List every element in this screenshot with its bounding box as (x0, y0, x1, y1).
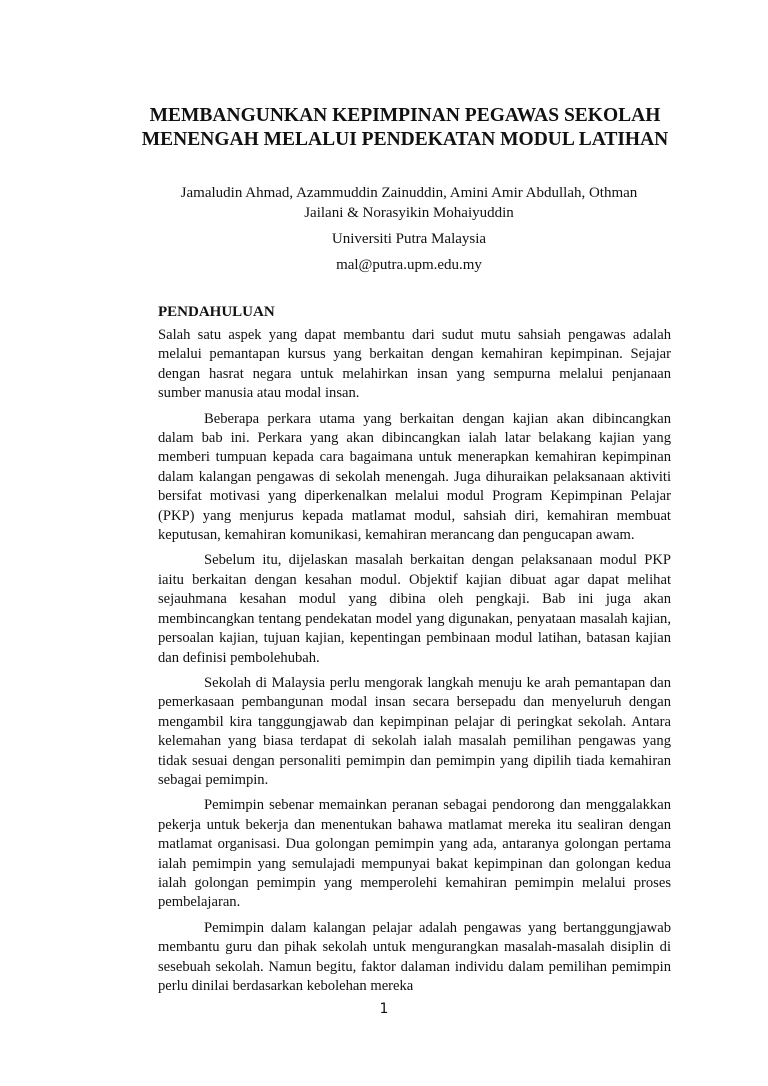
page-number: 1 (379, 1001, 389, 1017)
section-heading: PENDAHULUAN (158, 304, 275, 320)
affiliation: Universiti Putra Malaysia (331, 231, 487, 247)
paragraph: Sebelum itu, dijelaskan masalah berkaitan dengan pelaksanaan modul PKP iaitu berkaitan dengan kesahan modul. Objektif kajian dibuat agar dapat melihat sejauhmana kesahan modul yang dibina oleh pengkaji. Bab ini juga akan membincangkan tentang pendekatan model yang digunakan, penyataan masalah kajian, persoalan kajian, tujuan kajian, kepentingan pembinaan modul latihan, batasan kajian dan definisi pembolehubah. (158, 552, 671, 666)
paper-title: MEMBANGUNKAN KEPIMPINAN PEGAWAS SEKOLAH MENENGAH MELALUI PENDEKATAN MODUL LATIHAN (141, 105, 669, 150)
body-text (158, 326, 671, 1002)
paragraph: Pemimpin sebenar memainkan peranan sebagai pendorong dan menggalakkan pekerja untuk bekerja dan menentukan bahawa matlamat mereka itu sealiran dengan matlamat organisasi. Dua golongan pemimpin yang ada, antaranya golongan pertama ialah pemimpin yang semulajadi mempunyai bakat kepimpinan dan golongan kedua ialah golongan pemimpin yang memperolehi kemahiran pemimpin melalui proses pembelajaran. (158, 797, 671, 911)
paragraph: Beberapa perkara utama yang berkaitan dengan kajian akan dibincangkan dalam bab ini. Perkara yang akan dibincangkan ialah latar belakang kajian yang memberi tumpuan kepada cara bagaimana untuk menerapkan kemahiran kepimpinan dalam kalangan pengawas di sekolah menengah. Juga dihuraikan pelaksanaan aktiviti bersifat motivasi yang diperkenalkan melalui modul Program Kepimpinan Pelajar (PKP) yang menjurus kepada matlamat modul, sahsiah diri, kemahiran membuat keputusan, kemahiran komunikasi, kemahiran merancang dan pengucapan awam. (158, 410, 671, 544)
author-list: Jamaludin Ahmad, Azammuddin Zainuddin, Amini Amir Abdullah, Othman Jailani & Norasyikin Mohaiyuddin (180, 185, 638, 221)
contact-email[interactable]: mal@putra.upm.edu.my (336, 257, 482, 273)
paragraph: Sekolah di Malaysia perlu mengorak langkah menuju ke arah pemantapan dan pemerkasaan pembangunan modal insan secara bersepadu dan menyeluruh dengan mengambil kira tanggungjawab dan kepimpinan pelajar di peringkat sekolah. Antara kelemahan yang biasa terdapat di sekolah ialah masalah pemilihan pengawas yang tidak sesuai dengan personaliti pemimpin dan pemimpin yang dipilih tiada kemahiran sebagai pemimpin. (158, 674, 671, 788)
paragraph: Salah satu aspek yang dapat membantu dari sudut mutu sahsiah pengawas adalah melalui pemantapan kursus yang berkaitan dengan kemahiran kepimpinan. Sejajar dengan hasrat negara untuk melahirkan insan yang sempurna melalui penjanaan sumber manusia atau modal insan. (158, 327, 671, 402)
paragraph: Pemimpin dalam kalangan pelajar adalah pengawas yang bertanggungjawab membantu guru dan pihak sekolah untuk mengurangkan masalah-masalah disiplin di sesebuah sekolah. Namun begitu, faktor dalaman individu dalam pemilihan pemimpin perlu dinilai berdasarkan kebolehan mereka (158, 919, 671, 994)
